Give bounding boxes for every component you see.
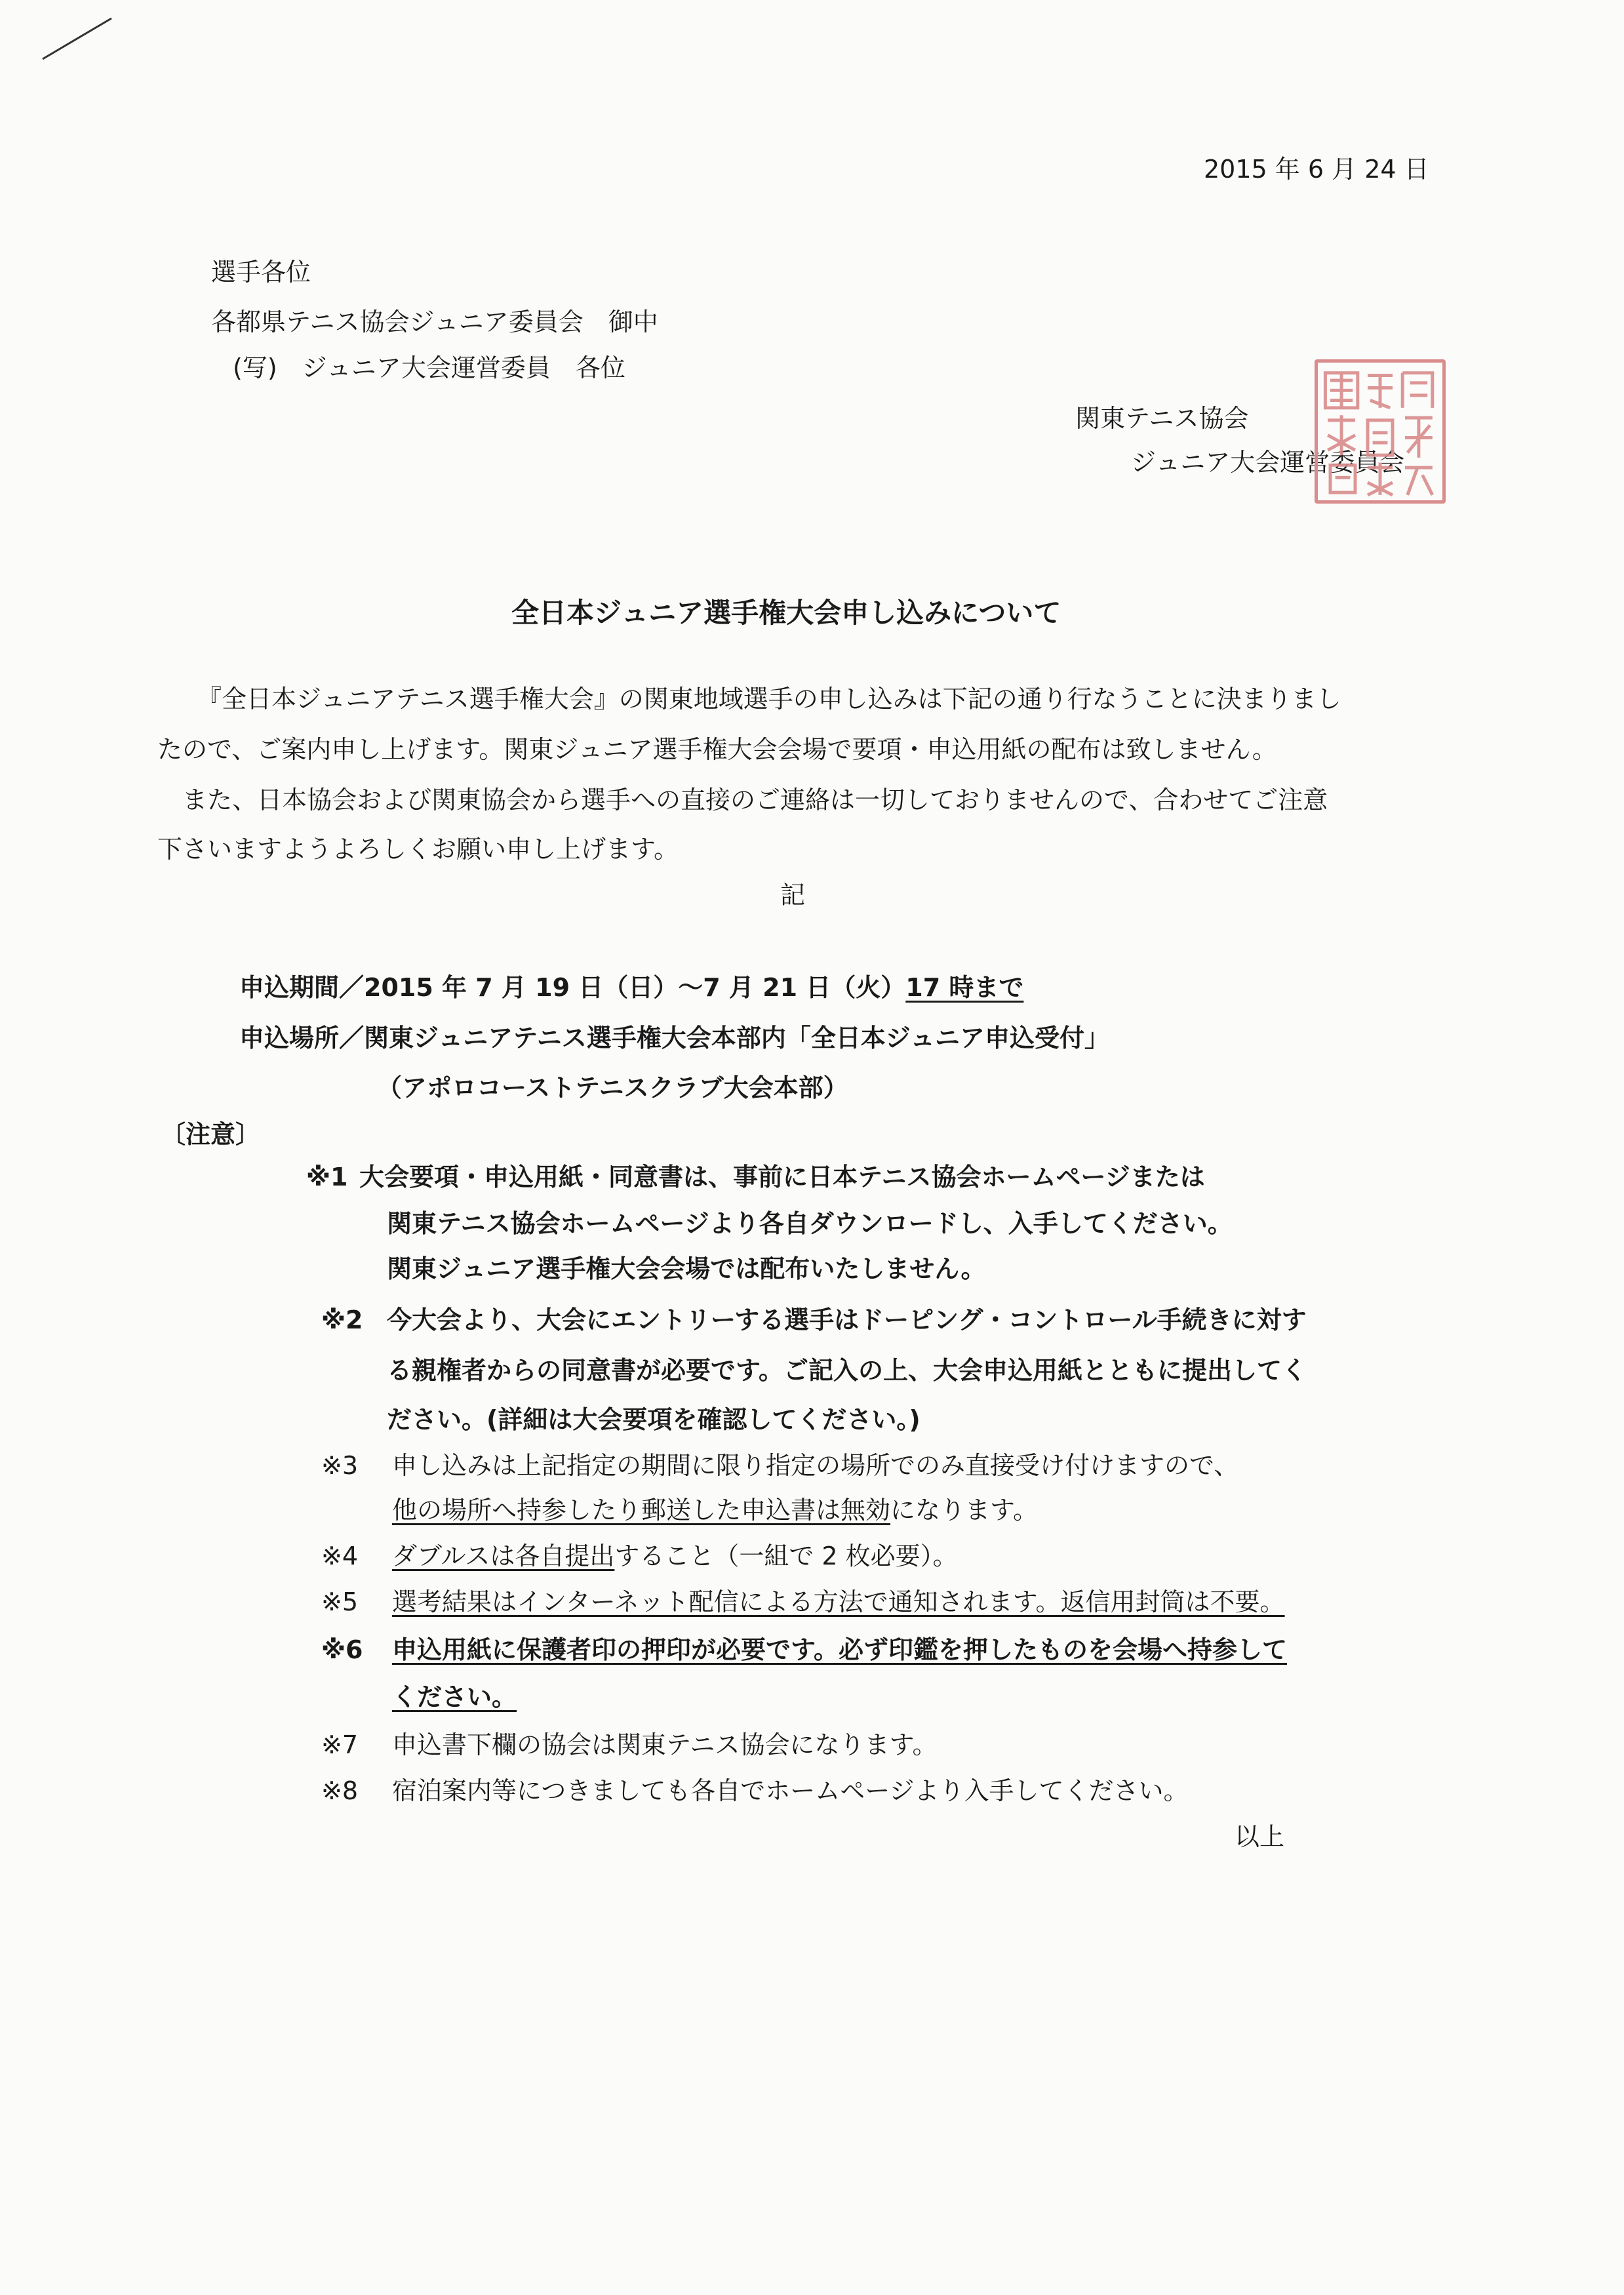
closing-text: 以上 xyxy=(1235,1822,1285,1851)
period-deadline: 17 時まで xyxy=(905,973,1024,1002)
place-sub: （アポロコーストテニスクラブ大会本部） xyxy=(377,1073,848,1102)
document-title: 全日本ジュニア選手権大会申し込みについて xyxy=(511,597,1061,629)
sender-committee: ジュニア大会運営委員会 xyxy=(1131,448,1405,477)
document-date: 2015 年 6 月 24 日 xyxy=(1204,155,1429,184)
note-line: 申込用紙に保護者印の押印が必要です。必ず印鑑を押したものを会場へ持参して xyxy=(392,1635,1287,1664)
note-line: 今大会より、大会にエントリーする選手はドーピング・コントロール手続きに対す xyxy=(387,1306,1307,1334)
note-underlined: 他の場所へ持参したり郵送した申込書は無効 xyxy=(392,1496,891,1525)
note-line: 選考結果はインターネット配信による方法で通知されます。返信用封筒は不要。 xyxy=(392,1587,1285,1616)
note-line: 関東テニス協会ホームページより各自ダウンロードし、入手してください。 xyxy=(387,1209,1233,1238)
note-line xyxy=(392,1495,1038,1527)
note-text: になります。 xyxy=(890,1496,1038,1525)
period-dates: 2015 年 7 月 19 日（日）～7 月 21 日（火） xyxy=(364,973,906,1002)
recipient-line: 選手各位 xyxy=(211,258,311,287)
note-line: ください。 xyxy=(392,1683,517,1711)
ki-marker: 記 xyxy=(780,881,806,909)
note-line: 大会要項・申込用紙・同意書は、事前に日本テニス協会ホームページまたは xyxy=(359,1163,1205,1191)
note-line xyxy=(392,1541,958,1572)
recipient-line: (写) ジュニア大会運営委員 各位 xyxy=(233,353,625,382)
application-period xyxy=(239,972,1023,1004)
note-underlined: ダブルスは各自提出 xyxy=(392,1542,615,1570)
period-label: 申込期間／ xyxy=(239,973,365,1002)
application-place xyxy=(239,1023,1109,1054)
notes-header: 〔注意〕 xyxy=(161,1120,261,1149)
note-line: 申し込みは上記指定の期間に限り指定の場所でのみ直接受け付けますので、 xyxy=(392,1451,1239,1480)
pen-mark xyxy=(39,13,118,66)
note-mark: ※7 xyxy=(321,1730,359,1759)
note-line: 宿泊案内等につきましても各自でホームページより入手してください。 xyxy=(392,1776,1189,1805)
official-seal-stamp xyxy=(1315,359,1446,504)
intro-line: また、日本協会および関東協会から選手への直接のご連絡は一切しておりませんので、合わせてご注意 xyxy=(182,786,1328,814)
intro-line: 『全日本ジュニアテニス選手権大会』の関東地域選手の申し込みは下記の通り行なうことに決まりまし xyxy=(197,685,1341,713)
note-text: すること（一組で 2 枚必要）。 xyxy=(614,1542,958,1570)
intro-line: たので、ご案内申し上げます。関東ジュニア選手権大会会場で要項・申込用紙の配布は致しません。 xyxy=(157,735,1277,764)
place-text: 関東ジュニアテニス選手権大会本部内「全日本ジュニア申込受付」 xyxy=(364,1024,1109,1052)
note-line: ださい。(詳細は大会要項を確認してください。) xyxy=(387,1405,921,1434)
note-line: る親権者からの同意書が必要です。ご記入の上、大会申込用紙とともに提出してく xyxy=(387,1356,1307,1385)
sender-org: 関東テニス協会 xyxy=(1075,404,1249,433)
intro-line: 下さいますようよろしくお願い申し上げます。 xyxy=(157,835,679,864)
note-mark: ※5 xyxy=(321,1587,359,1616)
note-mark: ※6 xyxy=(321,1635,363,1664)
note-line: 関東ジュニア選手権大会会場では配布いたしません。 xyxy=(387,1254,986,1283)
note-mark: ※1 xyxy=(306,1163,348,1191)
note-mark: ※3 xyxy=(321,1451,359,1480)
note-mark: ※4 xyxy=(321,1542,359,1570)
note-mark: ※2 xyxy=(321,1306,363,1334)
note-mark: ※8 xyxy=(321,1776,359,1805)
note-line: 申込書下欄の協会は関東テニス協会になります。 xyxy=(392,1730,938,1759)
recipient-line: 各都県テニス協会ジュニア委員会 御中 xyxy=(211,308,658,336)
place-label: 申込場所／ xyxy=(239,1024,365,1052)
